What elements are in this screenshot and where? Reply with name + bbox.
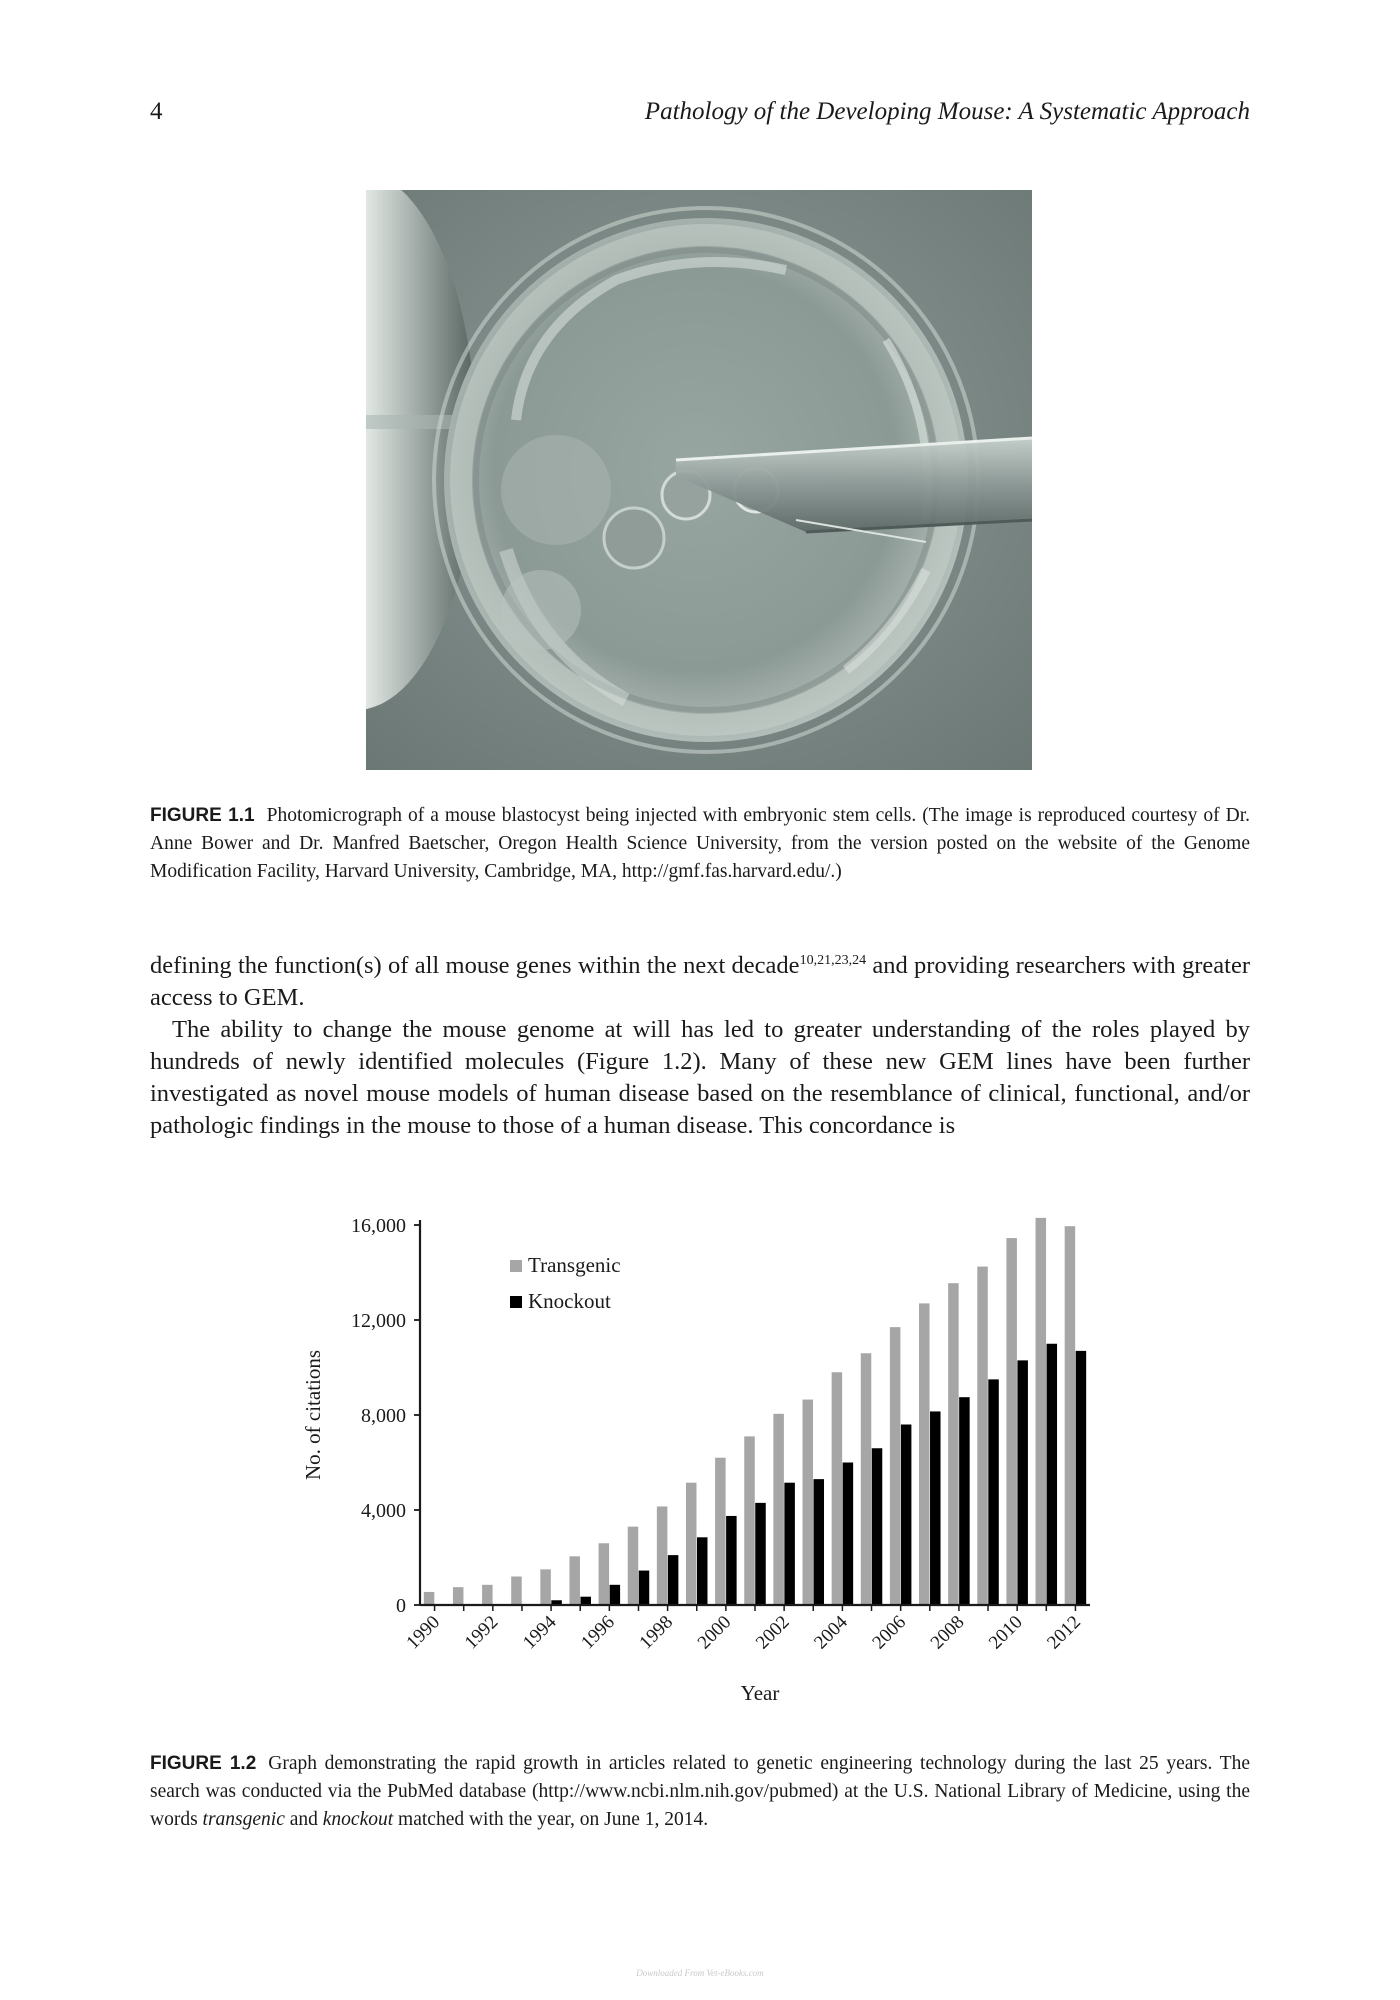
figure-1-2-caption (150, 1750, 1250, 1834)
figure-1-2-caption-text-b: and (284, 1809, 323, 1830)
bar-transgenic-1998 (657, 1506, 668, 1605)
y-tick-label: 0 (396, 1595, 406, 1617)
bar-transgenic-1995 (569, 1556, 580, 1605)
bar-knockout-2011 (1047, 1344, 1058, 1605)
bar-transgenic-2001 (744, 1436, 755, 1605)
bar-transgenic-1999 (686, 1483, 697, 1605)
bar-knockout-1996 (610, 1585, 621, 1605)
legend-swatch-transgenic (510, 1260, 522, 1272)
chart-legend (510, 1253, 621, 1313)
legend-label-knockout: Knockout (528, 1289, 611, 1313)
x-tick-label: 1992 (460, 1611, 503, 1654)
y-tick-label: 12,000 (351, 1310, 406, 1332)
bar-knockout-1997 (639, 1571, 650, 1605)
bar-knockout-2009 (988, 1379, 999, 1605)
x-tick-label: 2012 (1043, 1611, 1085, 1654)
x-tick-label: 1998 (635, 1611, 678, 1654)
x-tick-label: 2000 (693, 1611, 736, 1654)
body-paragraph-1 (150, 950, 1250, 1014)
figure-1-1-label: FIGURE 1.1 (150, 805, 255, 826)
page-number: 4 (150, 98, 163, 125)
bar-transgenic-2009 (977, 1267, 988, 1605)
bar-knockout-1999 (697, 1537, 708, 1605)
legend-swatch-knockout (510, 1296, 522, 1308)
bar-transgenic-1997 (628, 1527, 639, 1605)
bar-transgenic-2004 (832, 1372, 843, 1605)
bar-transgenic-2003 (803, 1400, 814, 1605)
bar-transgenic-2011 (1036, 1218, 1047, 1605)
bar-transgenic-2000 (715, 1458, 726, 1605)
x-tick-label: 2006 (868, 1611, 911, 1654)
body-paragraph-2: The ability to change the mouse genome at will has led to greater understanding of the roles played by hundreds of newly identified molecules (Figure 1.2). Many of these new GEM lines have been further investigated as novel mouse models of human disease based on the resemblance of clinical, functional, and/or pathologic findings in the mouse to those of a human disease. This concordance is (150, 1016, 1250, 1139)
bar-transgenic-1994 (540, 1569, 551, 1605)
figure-1-2-caption-text-c: matched with the year, on June 1, 2014. (393, 1809, 709, 1830)
bar-transgenic-1990 (424, 1592, 435, 1605)
x-tick-label: 2004 (810, 1611, 852, 1654)
bar-transgenic-2012 (1065, 1226, 1076, 1605)
figure-1-1-caption-text: Photomicrograph of a mouse blastocyst being injected with embryonic stem cells. (The image is reproduced courtesy of Dr. Anne Bower and Dr. Manfred Baetscher, Oregon Health Science University, from the version posted on the website of the Genome Modification Facility, Harvard University, Cambridge, MA, http://gmf.fas.harvard.edu/.) (150, 805, 1250, 882)
bar-knockout-2000 (726, 1516, 737, 1605)
y-tick-label: 16,000 (351, 1215, 406, 1237)
bar-knockout-2007 (930, 1411, 941, 1605)
bar-knockout-2005 (872, 1448, 883, 1605)
bar-transgenic-1991 (453, 1587, 464, 1605)
y-tick-label: 8,000 (361, 1405, 406, 1427)
x-axis-label: Year (740, 1681, 780, 1705)
citation-refs: 10,21,23,24 (799, 952, 867, 968)
figure-1-2-label: FIGURE 1.2 (150, 1753, 257, 1774)
bar-transgenic-1992 (482, 1585, 493, 1605)
bar-transgenic-2002 (773, 1414, 784, 1605)
figure-1-1-caption (150, 802, 1250, 886)
x-tick-label: 1996 (577, 1611, 619, 1654)
y-tick-label: 4,000 (361, 1500, 406, 1522)
bar-knockout-2001 (755, 1503, 766, 1605)
running-head: Pathology of the Developing Mouse: A Systematic Approach (644, 98, 1250, 125)
bar-transgenic-2007 (919, 1303, 930, 1605)
body-paragraph-1-text: defining the function(s) of all mouse genes within the next decade (150, 952, 800, 979)
x-tick-label: 2008 (926, 1611, 969, 1654)
footer-watermark: Downloaded From Vet-eBooks.com (636, 1968, 764, 1978)
x-tick-label: 2010 (984, 1611, 1027, 1654)
bar-knockout-2003 (814, 1479, 825, 1605)
bar-transgenic-2010 (1006, 1238, 1017, 1605)
bar-knockout-1995 (580, 1597, 591, 1605)
bar-knockout-2010 (1017, 1360, 1027, 1605)
bar-transgenic-1993 (511, 1577, 522, 1606)
bar-knockout-1998 (668, 1555, 679, 1605)
chart-bars (424, 1218, 1086, 1605)
legend-label-transgenic: Transgenic (528, 1253, 621, 1277)
figure-1-2-caption-term-transgenic: transgenic (202, 1809, 285, 1830)
bar-knockout-2002 (784, 1483, 795, 1605)
bar-transgenic-2006 (890, 1327, 901, 1605)
x-tick-label: 1990 (402, 1611, 445, 1654)
y-axis-label: No. of citations (301, 1349, 325, 1481)
bar-knockout-2004 (843, 1463, 854, 1606)
blastocyst-photomicrograph (366, 190, 1032, 770)
body-paragraph-1-tail: and providing researchers with greater access to GEM. (150, 952, 1250, 1011)
figure-1-2-caption-text-a: Graph demonstrating the rapid growth in articles related to genetic engineering technology during the last 25 years. The search was conducted via the PubMed database (http://www.ncbi.nlm.nih.gov/pubmed) at the U.S. National Library of Medicine, using the words (150, 1753, 1250, 1830)
figure-1-2-caption-term-knockout: knockout (322, 1809, 394, 1830)
bar-transgenic-2005 (861, 1353, 872, 1605)
bar-knockout-2006 (901, 1425, 912, 1606)
bar-transgenic-2008 (948, 1283, 959, 1605)
bar-transgenic-1996 (599, 1543, 610, 1605)
x-tick-label: 1994 (518, 1611, 561, 1654)
x-tick-label: 2002 (751, 1611, 794, 1654)
bar-knockout-2012 (1076, 1351, 1087, 1605)
body-text (150, 950, 1250, 1142)
bar-knockout-2008 (959, 1397, 970, 1605)
citations-bar-chart (290, 1200, 1110, 1720)
chart-svg (290, 1200, 1110, 1720)
